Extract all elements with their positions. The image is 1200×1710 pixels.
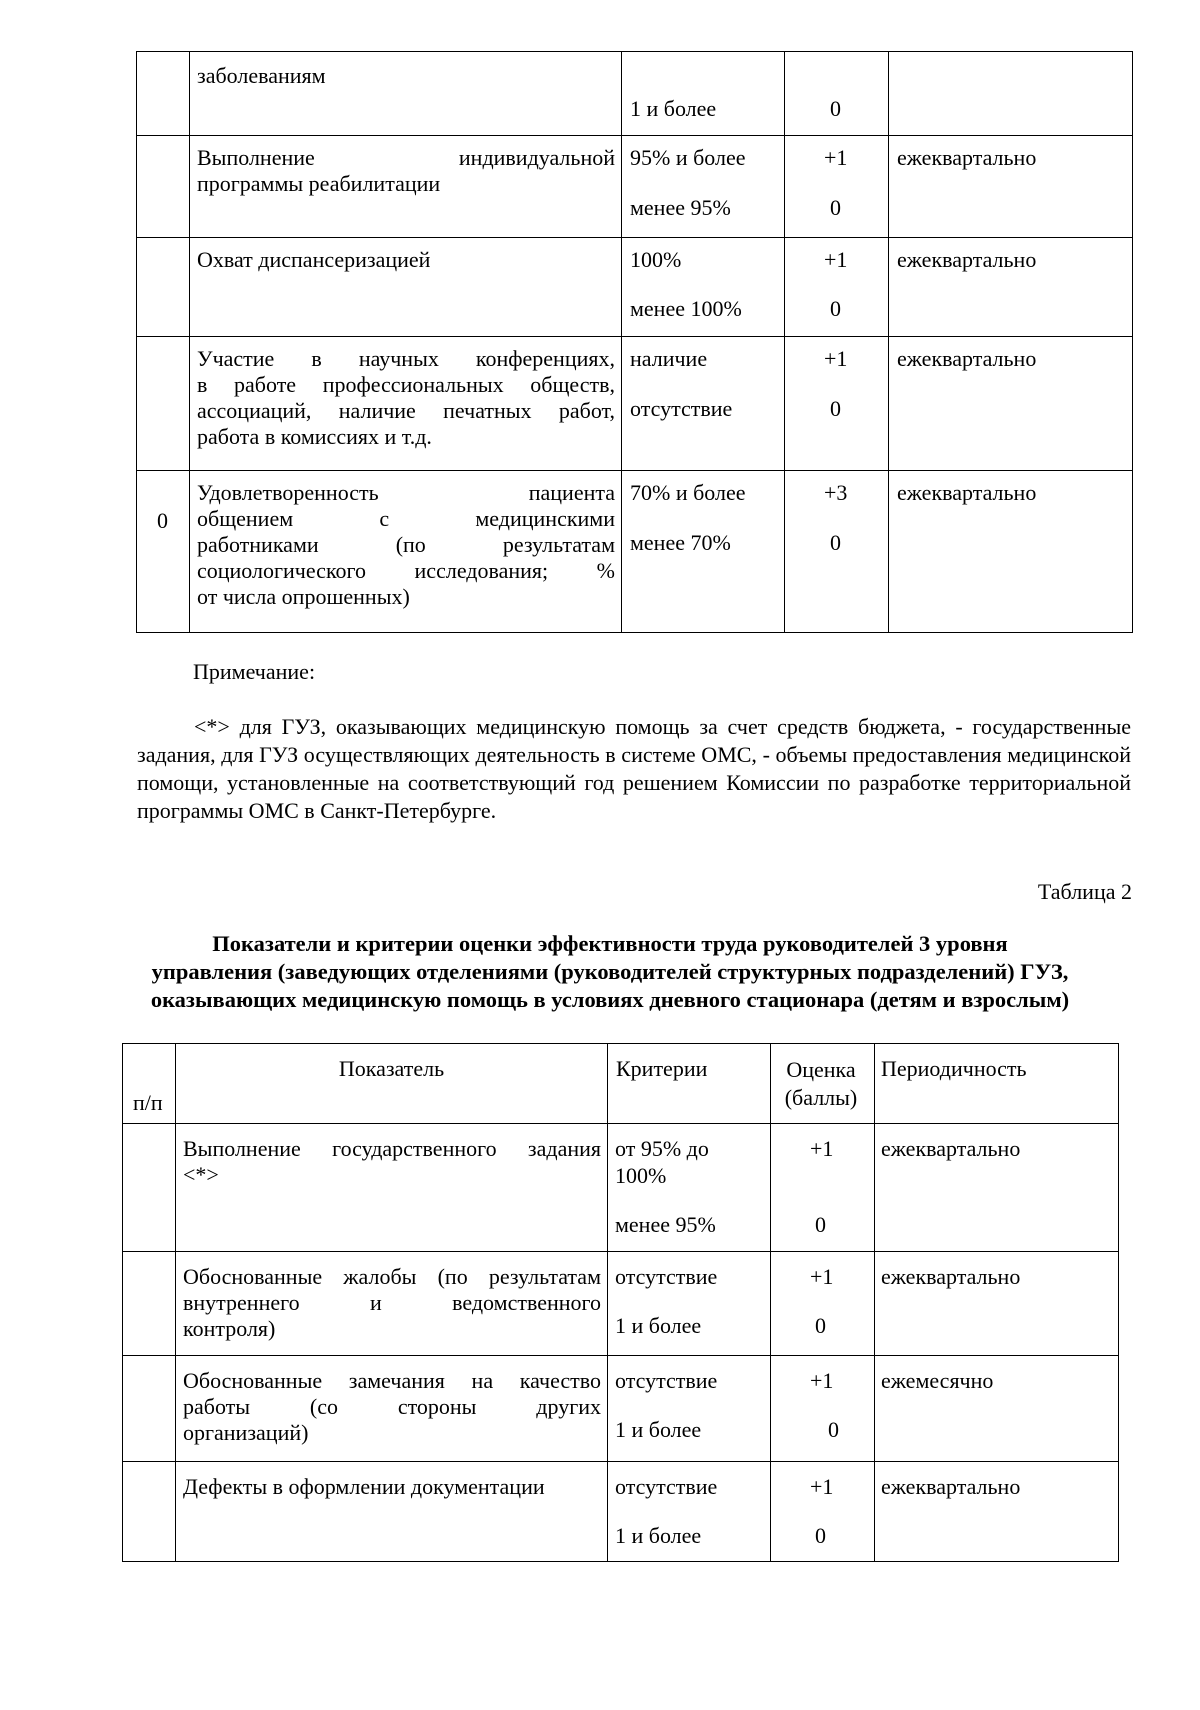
indicator-cell: Выполнение государственного задания <*>	[176, 1124, 608, 1252]
table-row	[123, 1356, 1119, 1462]
table-row	[137, 136, 1133, 238]
header-num: п/п	[123, 1044, 176, 1124]
criteria-cell: от 95% до 100% менее 95%	[608, 1124, 771, 1252]
row-number	[137, 136, 190, 238]
criteria-cell: 70% и более менее 70%	[622, 471, 785, 633]
table-row	[123, 1124, 1119, 1252]
table-row	[123, 1462, 1119, 1562]
row-number	[137, 52, 190, 136]
indicator-cell: Дефекты в оформлении документации	[176, 1462, 608, 1562]
indicator-cell: заболеваниям	[190, 52, 622, 136]
row-number	[137, 238, 190, 337]
table-row	[123, 1252, 1119, 1356]
periodicity-cell: ежеквартально	[889, 337, 1133, 471]
table-header-row	[123, 1044, 1119, 1124]
criteria-cell: отсутствие 1 и более	[608, 1462, 771, 1562]
periodicity-cell: ежеквартально	[875, 1252, 1119, 1356]
table-label: Таблица 2	[1037, 879, 1132, 904]
periodicity-cell: ежеквартально	[889, 471, 1133, 633]
periodicity-cell: ежеквартально	[875, 1462, 1119, 1562]
criteria-cell: наличие отсутствие	[622, 337, 785, 471]
indicator-cell: Обоснованные жалобы (по результатам внутреннего и ведомственного контроля)	[176, 1252, 608, 1356]
note-text: <*> для ГУЗ, оказывающих медицинскую помощь за счет средств бюджета, - государственные задания, для ГУЗ осуществляющих деятельность в системе ОМС, - объемы предоставления медицинской помощи, установленные на соответствующий год решением Комиссии по разработке территориальной программы ОМС в Санкт-Петербурге.	[137, 714, 1131, 823]
row-number	[123, 1124, 176, 1252]
header-score: Оценка (баллы)	[771, 1044, 875, 1124]
criteria-cell: отсутствие 1 и более	[608, 1356, 771, 1462]
score-cell: +1 0	[785, 238, 889, 337]
periodicity-cell	[889, 52, 1133, 136]
score-cell: +1 0	[771, 1462, 875, 1562]
row-number: 0	[137, 471, 190, 633]
table-2-title: Показатели и критерии оценки эффективности труда руководителей 3 уровня управления (заведующих отделениями (руководителей структурных подразделений) ГУЗ, оказывающих медицинскую помощь в условиях дневного стационара (детям и взрослым)	[150, 931, 1070, 1012]
periodicity-cell: ежеквартально	[889, 238, 1133, 337]
indicators-table-2	[122, 1043, 1119, 1562]
score-cell: +1 0	[785, 337, 889, 471]
header-periodicity: Периодичность	[875, 1044, 1119, 1124]
header-criteria: Критерии	[608, 1044, 771, 1124]
score-cell: 0	[785, 52, 889, 136]
indicator-cell: Выполнение индивидуальной программы реабилитации	[190, 136, 622, 238]
score-cell: +3 0	[785, 471, 889, 633]
table-row	[137, 52, 1133, 136]
indicator-cell: Обоснованные замечания на качество работы (со стороны других организаций)	[176, 1356, 608, 1462]
criteria-cell: 100% менее 100%	[622, 238, 785, 337]
row-number	[123, 1252, 176, 1356]
header-indicator: Показатель	[176, 1044, 608, 1124]
criteria-cell: 1 и более	[622, 52, 785, 136]
score-cell: +1 0	[771, 1252, 875, 1356]
criteria-cell: отсутствие 1 и более	[608, 1252, 771, 1356]
criteria-cell: 95% и более менее 95%	[622, 136, 785, 238]
score-cell: +1 0	[785, 136, 889, 238]
note-heading: Примечание:	[193, 659, 316, 684]
row-number	[123, 1356, 176, 1462]
table-row	[137, 471, 1133, 633]
indicators-table-1	[136, 51, 1133, 633]
score-cell: +1 0	[771, 1356, 875, 1462]
periodicity-cell: ежемесячно	[875, 1356, 1119, 1462]
indicator-cell: Участие в научных конференциях, в работе профессиональных обществ, ассоциаций, наличие печатных работ, работа в комиссиях и т.д.	[190, 337, 622, 471]
indicator-cell: Охват диспансеризацией	[190, 238, 622, 337]
score-cell: +1 0	[771, 1124, 875, 1252]
row-number	[137, 337, 190, 471]
row-number	[123, 1462, 176, 1562]
periodicity-cell: ежеквартально	[875, 1124, 1119, 1252]
periodicity-cell: ежеквартально	[889, 136, 1133, 238]
table-row	[137, 238, 1133, 337]
indicator-cell: Удовлетворенность пациента общением с медицинскими работниками (по результатам социологического исследования; % от числа опрошенных)	[190, 471, 622, 633]
table-row	[137, 337, 1133, 471]
